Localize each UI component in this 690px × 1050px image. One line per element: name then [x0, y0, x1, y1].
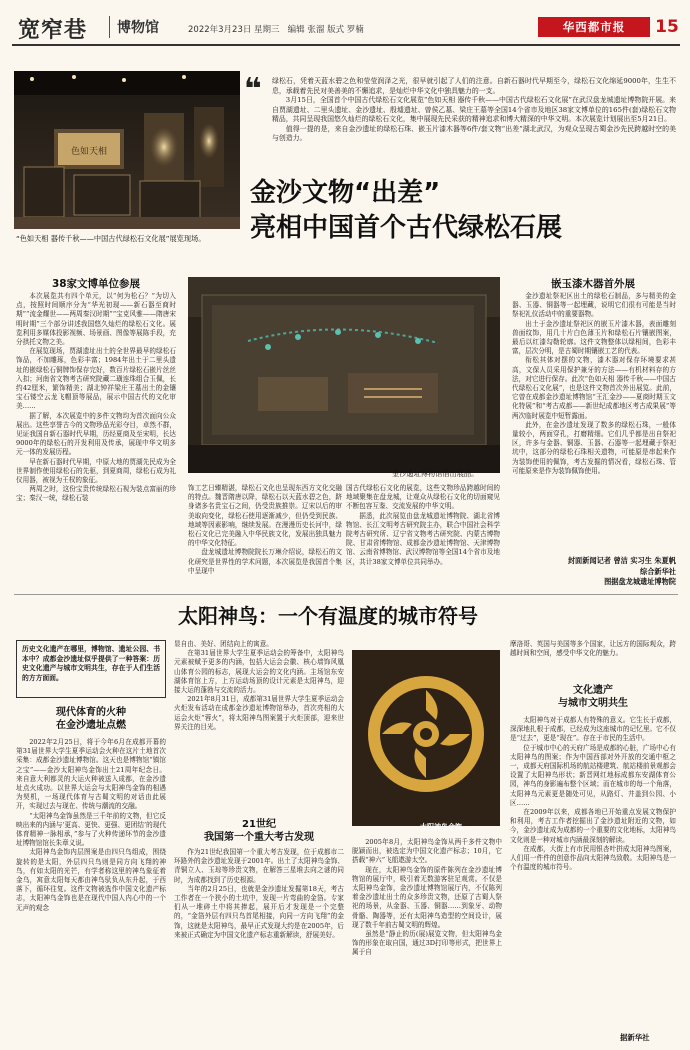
svg-text:色如天相: 色如天相 [70, 147, 108, 157]
paragraph: 摩洛哥、英国与美国等多个国家，让远方的国际观众，跨越时间和空间，感受中华文化的魅力。 [510, 640, 676, 658]
subhead-line: 与城市文明共生 [558, 698, 628, 709]
subhead [16, 706, 166, 732]
paragraph: “太阳神鸟金饰虽然是三千年前的文物，但它反映出来的内涵与‘更高、更快、更强、更团结’的现代体育精神一脉相承，”参与了火种传递环节的金沙遗址博物馆馆长朱章义说。 [16, 811, 166, 848]
subhead: 嵌玉漆木器首外展 [551, 278, 635, 290]
byline-line: 封面新闻记者 曾洁 实习生 朱夏帆 [567, 556, 676, 565]
paragraph: 衔松其体对摆的文物，漆木器对保存环境要求甚高，文保人员采用保护兼牙的方法——有机材料存的方法，对它进行保存。此次“色如天相 器传千秋——中国古代绿松石文化展”，也是这件文物首次外出展览。此前，它曾在成都金沙遗址博物馆“王汇金沙——夏商时期玉文化特展”和“考古成都——新世纪成都地区考古成果展”等两次临时展览中短暂露面。 [512, 356, 676, 420]
subhead-line: 21世纪 [242, 819, 276, 830]
subhead [510, 684, 676, 710]
source-credit: 据新华社 [620, 1033, 650, 1042]
paragraph: 在成都，大街上有市民用银杏叶拼成太阳神鸟图案，人们用一件件的创意作品向太阳神鸟致敬。太阳神鸟是一个有温度的城市符号。 [510, 844, 676, 872]
subhead-line: 文化遗产 [573, 685, 613, 696]
article-column [174, 848, 344, 1038]
intro-box: 历史文化遗产在哪里，博物馆、遗址公园、书本中？成都金沙遗址似乎提供了一种答案：历史文化遗产与城市文明共生，存在于人们生活的方方面面。 [16, 640, 166, 698]
paragraph: 位于城市中心的天府广场是成都的心脏，广场中心有太阳神鸟的图案；作为中国西部对外开放的交通中枢之一，成都天府国际机场的航站楼建筑、航站楼前景观都会设置了太阳神鸟形状；新晋网红地标成都东安湖体育公园，神鸟的身影遍布整个区域；而在城市的每一个角落，太阳神鸟元素更是随处可见，从路灯、井盖到公园、小区…… [510, 743, 676, 807]
subhead [174, 818, 344, 844]
paragraph: 本次展览共有四个单元，以“何为松石？”为切入点，按照时间顺序分为“华光初现——新石器至商时期”“流金耀世——两周秦汉时期”“宝克风雅——隋唐宋明时期”三个部分讲述我国悠久灿烂的绿松石文化。展览利用多媒体投影视频、场景画、图像等展陈手段，充分拱托文物之美。 [16, 292, 176, 347]
paragraph: 在展览现场，贾湖遗址出土的全世界最早的绿松石饰品，不加雕琢，色彩丰富；1984年出土于二里头遗址的嵌绿松石铜牌饰保存完好，数百片绿松石嵌片丝丝入扣；河南省文物考古研究院藏二璜连珠组合玉佩，长约42厘米，繁饰精美；湖北钟祥梁庄王墓出土的金镶宝石镂空云龙飞帽顶等展品，展示中国古代的文化审美…… [16, 347, 176, 411]
page-number: 15 [655, 17, 679, 37]
paragraph: 饰工艺日臻精湛，绿松石文化也呈现东西方文化交融的特点。魏晋隋唐以降，绿松石以天蓝水碧之色，跻身诸多名贵宝石之间，仍受贵族推崇。辽宋以后的审美取向变化，绿松石使用逐渐减少，但仍受到民族、地域等因素影响，继续发展。在漫漫历史长河中，绿松石文化已完美融入中华民族文化，发展出独具魅力的中华文化特征。 [188, 484, 342, 548]
column-name: 宽窄巷 [18, 18, 88, 43]
section-divider [14, 594, 678, 595]
sun-bird-photo [352, 650, 500, 826]
photo-caption: “色如天相 器传千秋——中国古代绿松石文化展”展览现场。 [16, 234, 206, 243]
byline-line: 综合新华社 [640, 566, 676, 576]
article-column [16, 738, 166, 1038]
photo-caption: 金沙遗址博物馆借出展品。 [392, 469, 479, 478]
quote-mark-icon: ❝ [244, 72, 262, 107]
lead-paragraph: 绿松石，凭着天蓝水碧之色和莹莹润泽之光，很早就引起了人们的注意。自新石器时代早期至今，绿松石文化绵延9000年，生生不息，承载着先民对美善美的不懈追求，是灿烂中华文化中独具魅力的一支。 [272, 77, 676, 95]
paragraph: 此外，在金沙遗址发现了数多的绿松石珠，一般体量较小，两面穿孔，打磨精细。它们几乎都是出自祭祀区，许多与金器、铜器、玉器、石器等一起埋藏于祭祀坑中，这部分的绿松石珠相关遗物，可能原是串起来作为装饰使用的佩饰，考古发掘的情况看，绿松石珠、管可能原来是作为装饰佩饰使用。 [512, 420, 676, 475]
divider [109, 16, 110, 38]
paragraph: 据悉，此次展览由盘龙城遗址博物院、湖北省博物馆、长江文明考古研究院主办，联合中国社会科学院考古研究所、辽宁省文物考古研究院、内蒙古博物院、甘肃省博物馆、成都金沙遗址博物馆、天津博物馆、云南省博物馆、武汉博物馆等全国14个省市及地区，共计38家文博单位共同举办。 [346, 511, 500, 566]
article-column [352, 838, 502, 1038]
article-column [510, 640, 676, 678]
paragraph: 在第31届世界大学生夏季运动会的筹备中，太阳神鸟元素被赋予更多的内涵，包括大运会会徽、核心墙饰风凰山体育公园的标志，展现大运会的文化内涵。主场馆东安湖体育馆上方，上方运动场顶的设计元素是太阳神鸟，迎接大运的蓬勃与交流的活力。 [174, 649, 344, 695]
paragraph: 太阳神鸟对于成都人有特殊的意义。它生长于成都，深深地扎根于成都，已经成为这座城市的记忆里。它不仅是“过去”，更是“现在”。存在于市民的生活中。 [510, 716, 676, 743]
second-headline: 太阳神鸟：一个有温度的城市符号 [178, 604, 478, 628]
subhead: 38家文博单位参展 [51, 278, 141, 290]
article-column [512, 292, 676, 552]
article-column [188, 484, 342, 592]
section-name: 博物馆 [117, 20, 159, 36]
photo-caption: 太阳神鸟金饰。 [420, 823, 469, 831]
paragraph: 在2009年以来，成都各地已开始重点发展文物保护和利用，考古工作者挖掘出了金沙遗址附近的文物，如今，金沙遗址成为成都的一个重要的文化地标，太阳神鸟文化则是一种对城市内涵最深刻的解读。 [510, 808, 676, 844]
page-header [0, 0, 690, 46]
article-column [510, 716, 676, 1028]
byline [512, 556, 676, 588]
paragraph: 显自由、美好、团结向上的寓意。 [174, 640, 273, 648]
paragraph: 当年的2月25日，也就是金沙遗址发掘第18天，考古工作者在一个狭小的土坑中，发现一片弯曲的金箔。专家们从一堆碎土中将其捧起，展开后才发现是一个完整的，“金箔外层有四只鸟首尾相接，向同一方向飞翔”的金饰，这就是太阳神鸟，最早正式发现大约是在2005年，后来被正式确定为中国文化遗产标志重新解读，舒展美好。 [174, 884, 344, 939]
article-column [346, 484, 500, 592]
main-headline [250, 176, 562, 246]
header-rule [12, 44, 680, 46]
subhead-line: 在金沙遗址点燃 [56, 720, 126, 731]
paragraph: 据了解，本次展览中的多件文物均为首次面向公众展出。这些享誉古今的文物珍品光彩夺目，卓然不群，见证我国自新石器时代早期，历经夏商及至宋明，长达9000年的绿松石的开发利用及传承，展现中华文明多元一体的发展历程。 [16, 411, 176, 457]
paragraph: 作为21世纪我国第一个重大考古发现，位于成都市二环路外的金沙遗址发现于2001年。出土了太阳神鸟金饰、青铜立人、玉琮等珍贵文物，在解答三星堆去向之谜的同时，为成都找到了历史根源。 [174, 848, 344, 884]
headline-line: 金沙文物“出差” [250, 178, 441, 208]
paragraph: 太阳神鸟金饰内层图案是由四只鸟组成，围绕旋转的是太阳，外层四只鸟则是同方向飞翔的神鸟，有如太阳的光芒，有学者称这里的神鸟象征着金乌，寓意太阳每天都由神鸟驮负从东升起，于西落下，循环往复。这件文物被选作中国文化遗产标志，太阳神鸟金饰也是在现代中国人内心中的一个无声的观念 [16, 848, 166, 912]
paragraph: 现在，太阳神鸟金饰的原件陈列在金沙遗址博物馆的展厅中，吸引着无数游客驻足观赏。不仅是太阳神鸟金饰，金沙遗址博物馆展厅内，不仅陈列着金沙遗址出土的众多珍贵文物，还原了古蜀人祭祀的场景，从金器、玉器、铜器……到象牙、动物骨骼、陶器等，还有太阳神鸟造型的空间设计，展现了数千年前古蜀文明的辉煌。 [352, 865, 502, 929]
paragraph: 2005年8月，太阳神鸟金饰从两千多件文物中脱颖而出，被选定为中国文化遗产标志；10月，它搭载“神六”飞船遨游太空。 [352, 838, 502, 865]
article-column [16, 292, 176, 592]
lead-paragraph: 值得一提的是，来自金沙遗址的绿松石珠、嵌玉片漆木器等6件/套文物“出差”湖北武汉，为观众呈现古蜀金沙先民跨越时空的美与创造力。 [272, 124, 676, 142]
lead-paragraph: 3月15日，全国首个中国古代绿松石文化展览“色如天相 器传千秋——中国古代绿松石文化展”在武汉盘龙城遗址博物院开展。来自贾湖遗址、二里头遗址、金沙遗址、殷墟遗址、曾侯乙墓、梁庄王墓等全国14个省市及地区38家文博单位的165件(套)绿松石文物精品，共同呈现我国悠久灿烂的绿松石文化，集中展现先民采获的精神追求和博大精深的中华文明。本次展览计划展出至5月21日。 [272, 96, 676, 123]
paragraph: 虽然是“静止的历(展)展览文物，但太阳神鸟金饰的形象在取自国，通过3D打印等形式，把世界上属于自 [352, 930, 502, 957]
date-editor-line [188, 23, 364, 35]
article-column [174, 640, 344, 808]
byline-line: 图据盘龙城遗址博物院 [604, 577, 676, 586]
headline-line: 亮相中国首个古代绿松石展 [250, 213, 563, 243]
display-case-photo [188, 277, 500, 473]
newspaper-logo: 华西都市报 [538, 17, 650, 37]
paragraph: 早在新石器时代早期，中原大地的贾湖先民成为全世界制作使用绿松石的先驱，到夏商周，绿松石成为礼仪用器，被视为王权的象征。 [16, 457, 176, 485]
paragraph: 国古代绿松石文化的展览，这些文物珍品跨越时间的地域聚集在盘龙城，让观众从绿松石文化的切面窥见不断包容互鉴、交流发展的中华文明。 [346, 484, 500, 511]
subhead-line: 现代体育的火种 [56, 707, 126, 718]
lead-paragraphs [272, 77, 676, 144]
issue-date: 2022年3月23日 星期三 [188, 25, 280, 35]
paragraph: 盘龙城遗址博物院院长万琳介绍说，绿松石的文化研究是世界性的学术问题，本次展览是我国首个集中呈现中 [188, 548, 342, 575]
exhibition-hall-photo [14, 71, 240, 229]
paragraph: 出土于金沙遗址祭祀区的嵌玉片漆木器，表面雕刻兽面纹饰，用几十片白色薄玉片和绿松石片镶嵌图案，最后以红漆勾勒轮廓。这件文物整体以绿相间，色彩丰富，层次分明，是古蜀时期镶嵌工艺的代表。 [512, 319, 676, 356]
paragraph: 2021年8月31日，成都第31届世界大学生夏季运动会火炬发布活动在成都金沙遗址博物馆举办，首次亮相的大运会火炬“蓉火”，将太阳神鸟图案置于火炬顶部，迎来世界关注的目光。 [174, 695, 344, 731]
paragraph: 两周之时，这份宝贵传统绿松石视为装点富丽的珍宝；秦汉一统，绿松石装 [16, 485, 176, 503]
paragraph: 2022年2月25日，将于今年6月在成都开幕的第31届世界大学生夏季运动会火种在这片土地首次采集：成都金沙遗址博物馆。这天也是博物馆“镇馆之宝”——金沙太阳神鸟金饰出土21周年纪念日。来自意大利都灵的大运火种被送入成都，在金沙遗址点火成功。以世界大运会与太阳神鸟金饰的相遇为契机，一场现代体育与古蜀文明的对话由此展开，实现过去与现在、传统与潮流的交融。 [16, 738, 166, 811]
subhead-line: 我国第一个重大考古发现 [204, 832, 314, 843]
paragraph: 金沙遗址祭祀区出土的绿松石制品，多与精美的金器、玉器、铜器等一起埋藏，说明它们很有可能是当时祭祀礼仪活动中的重要器物。 [512, 292, 676, 319]
editor-credit: 编辑 张溜 版式 罗楠 [287, 25, 364, 35]
